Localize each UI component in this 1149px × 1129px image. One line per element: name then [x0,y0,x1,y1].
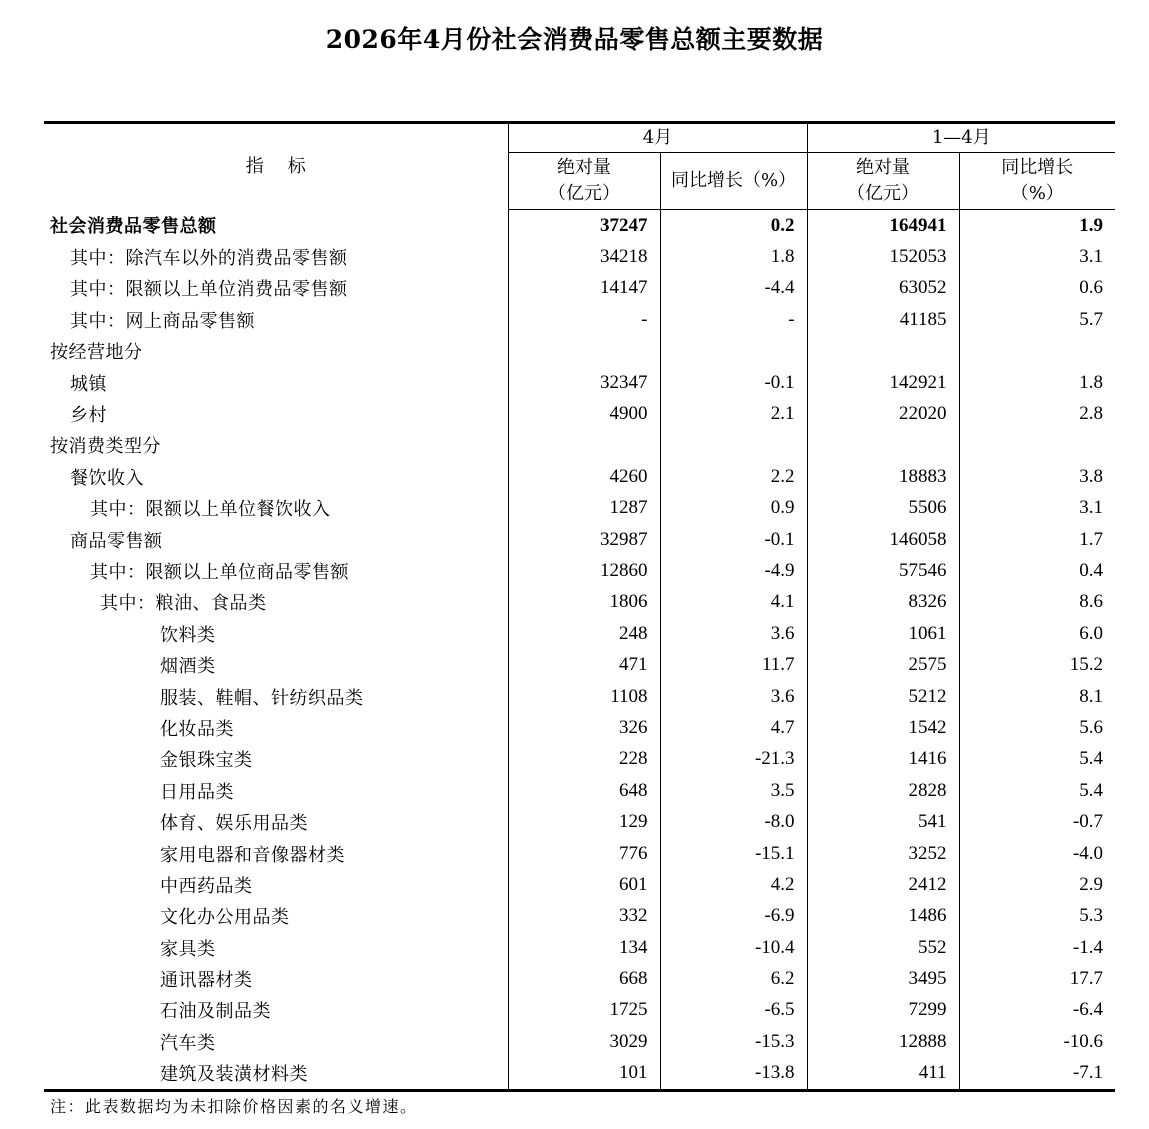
april-growth: -4.4 [660,273,807,304]
ytd-growth: 8.6 [959,587,1115,618]
table-row [44,367,1115,398]
row-label: 文化办公用品类 [160,907,290,929]
april-abs-value: 1806 [508,587,660,618]
table-row [44,1026,1115,1057]
april-abs-value: 32347 [508,367,660,398]
row-label: 服装、鞋帽、针纺织品类 [160,687,364,709]
table-row [44,806,1115,837]
row-label: 乡村 [70,405,107,427]
april-growth: 4.7 [660,712,807,743]
footnote: 注：此表数据均为未扣除价格因素的名义增速。 [50,1097,418,1116]
ytd-growth: 6.0 [959,618,1115,649]
ytd-growth: 3.1 [959,241,1115,272]
table-row [44,493,1115,524]
table-row [44,524,1115,555]
table-row [44,618,1115,649]
row-label: 体育、娱乐用品类 [160,813,308,835]
april-abs-value: 648 [508,775,660,806]
april-abs-value: - [508,304,660,335]
april-growth: -21.3 [660,744,807,775]
row-label: 其中：网上商品零售额 [70,310,255,332]
april-growth: 6.2 [660,963,807,994]
table-row [44,210,1115,242]
growth-header-ytd: 同比增长 （%） [959,153,1115,210]
april-abs-value: 14147 [508,273,660,304]
april-growth: -4.9 [660,555,807,586]
april-growth: 2.1 [660,398,807,429]
april-growth: 0.2 [660,210,807,242]
april-growth: -13.8 [660,1058,807,1091]
indicator-header: 指标 [44,123,508,210]
ytd-growth: 1.8 [959,367,1115,398]
ytd-abs-value: 12888 [807,1026,959,1057]
ytd-abs-value: 1061 [807,618,959,649]
april-growth: 0.9 [660,493,807,524]
table-row [44,587,1115,618]
table-row [44,273,1115,304]
table-row [44,1058,1115,1091]
april-growth: 3.6 [660,681,807,712]
april-abs-value: 129 [508,806,660,837]
row-label: 其中：限额以上单位商品零售额 [90,561,349,583]
ytd-growth: -1.4 [959,932,1115,963]
row-label: 其中：限额以上单位餐饮收入 [90,499,331,521]
row-label: 其中：除汽车以外的消费品零售额 [70,248,348,270]
table-row [44,744,1115,775]
abs-value-header-ytd: 绝对量 （亿元） [807,153,959,210]
april-abs-value: 248 [508,618,660,649]
ytd-abs-value: 411 [807,1058,959,1091]
ytd-abs-value: 63052 [807,273,959,304]
period-jan-apr-header: 1—4月 [807,123,1115,153]
abs-value-header-april: 绝对量 （亿元） [508,153,660,210]
ytd-growth [959,430,1115,461]
ytd-abs-value: 1486 [807,901,959,932]
ytd-growth: 3.8 [959,461,1115,492]
ytd-growth: 2.8 [959,398,1115,429]
april-abs-value: 1725 [508,995,660,1026]
ytd-growth: 5.6 [959,712,1115,743]
ytd-abs-value: 1542 [807,712,959,743]
ytd-abs-value [807,336,959,367]
row-label: 按经营地分 [50,342,143,364]
april-growth: -15.3 [660,1026,807,1057]
ytd-growth: -0.7 [959,806,1115,837]
ytd-abs-value: 18883 [807,461,959,492]
april-growth: -0.1 [660,367,807,398]
ytd-abs-value: 1416 [807,744,959,775]
ytd-abs-value: 2412 [807,869,959,900]
row-label: 社会消费品零售总额 [50,216,217,238]
ytd-abs-value: 146058 [807,524,959,555]
ytd-growth: 3.1 [959,493,1115,524]
ytd-abs-value: 57546 [807,555,959,586]
april-abs-value: 332 [508,901,660,932]
growth-header-april: 同比增长（%） [660,153,807,210]
ytd-growth: 5.4 [959,744,1115,775]
table-row [44,241,1115,272]
ytd-growth: -10.6 [959,1026,1115,1057]
april-growth: -15.1 [660,838,807,869]
ytd-growth: 15.2 [959,649,1115,680]
ytd-growth: -6.4 [959,995,1115,1026]
ytd-growth: 5.7 [959,304,1115,335]
row-label: 金银珠宝类 [160,750,253,772]
april-abs-value: 1287 [508,493,660,524]
april-growth: 1.8 [660,241,807,272]
table-row [44,336,1115,367]
april-abs-value: 134 [508,932,660,963]
april-growth [660,336,807,367]
april-abs-value: 101 [508,1058,660,1091]
ytd-growth: 8.1 [959,681,1115,712]
row-label: 饮料类 [160,624,216,646]
ytd-abs-value: 541 [807,806,959,837]
april-abs-value: 668 [508,963,660,994]
april-abs-value: 601 [508,869,660,900]
april-growth: 2.2 [660,461,807,492]
ytd-abs-value [807,430,959,461]
table-row [44,681,1115,712]
page-title: 2026年4月份社会消费品零售总额主要数据 [325,25,824,54]
ytd-abs-value: 152053 [807,241,959,272]
row-label: 商品零售额 [70,530,163,552]
april-growth: -6.5 [660,995,807,1026]
row-label: 家用电器和音像器材类 [160,844,345,866]
ytd-abs-value: 552 [807,932,959,963]
april-growth: -6.9 [660,901,807,932]
april-abs-value: 471 [508,649,660,680]
ytd-growth: 1.7 [959,524,1115,555]
table-row [44,649,1115,680]
row-label: 汽车类 [160,1032,216,1054]
april-growth: -8.0 [660,806,807,837]
row-label: 其中：粮油、食品类 [100,593,267,615]
ytd-growth: 0.6 [959,273,1115,304]
ytd-abs-value: 3252 [807,838,959,869]
table-row [44,555,1115,586]
april-abs-value: 32987 [508,524,660,555]
ytd-abs-value: 2828 [807,775,959,806]
table-row [44,869,1115,900]
ytd-growth: 17.7 [959,963,1115,994]
april-growth: 4.1 [660,587,807,618]
row-label: 通讯器材类 [160,970,253,992]
ytd-growth: 5.4 [959,775,1115,806]
ytd-abs-value: 5506 [807,493,959,524]
ytd-abs-value: 8326 [807,587,959,618]
april-growth: - [660,304,807,335]
ytd-abs-value: 142921 [807,367,959,398]
april-abs-value: 12860 [508,555,660,586]
april-growth: 3.5 [660,775,807,806]
row-label: 家具类 [160,938,216,960]
april-abs-value: 228 [508,744,660,775]
table-row [44,901,1115,932]
row-label: 化妆品类 [160,718,234,740]
row-label: 城镇 [70,373,107,395]
table-body [44,210,1115,1091]
ytd-growth: 0.4 [959,555,1115,586]
april-abs-value: 776 [508,838,660,869]
ytd-abs-value: 164941 [807,210,959,242]
table-row [44,398,1115,429]
april-growth: -10.4 [660,932,807,963]
ytd-abs-value: 5212 [807,681,959,712]
table-row [44,304,1115,335]
april-abs-value [508,430,660,461]
april-growth: 4.2 [660,869,807,900]
april-abs-value: 37247 [508,210,660,242]
ytd-growth: 2.9 [959,869,1115,900]
retail-sales-table [44,121,1115,1092]
table-row [44,461,1115,492]
april-abs-value [508,336,660,367]
table-row [44,712,1115,743]
ytd-abs-value: 2575 [807,649,959,680]
row-label: 餐饮收入 [70,467,144,489]
april-abs-value: 34218 [508,241,660,272]
april-growth [660,430,807,461]
ytd-abs-value: 3495 [807,963,959,994]
row-label: 日用品类 [160,781,234,803]
table-row [44,932,1115,963]
ytd-abs-value: 7299 [807,995,959,1026]
april-abs-value: 3029 [508,1026,660,1057]
table-row [44,775,1115,806]
period-april-header: 4月 [508,123,807,153]
ytd-growth [959,336,1115,367]
april-growth: -0.1 [660,524,807,555]
ytd-growth: -4.0 [959,838,1115,869]
april-growth: 3.6 [660,618,807,649]
april-abs-value: 4260 [508,461,660,492]
ytd-growth: 1.9 [959,210,1115,242]
ytd-abs-value: 41185 [807,304,959,335]
ytd-growth: -7.1 [959,1058,1115,1091]
table-row [44,430,1115,461]
ytd-abs-value: 22020 [807,398,959,429]
ytd-growth: 5.3 [959,901,1115,932]
april-abs-value: 326 [508,712,660,743]
table-row [44,995,1115,1026]
april-growth: 11.7 [660,649,807,680]
april-abs-value: 1108 [508,681,660,712]
april-abs-value: 4900 [508,398,660,429]
row-label: 建筑及装潢材料类 [44,1058,508,1091]
table-row [44,838,1115,869]
row-label: 其中：限额以上单位消费品零售额 [70,279,348,301]
row-label: 石油及制品类 [160,1001,271,1023]
row-label: 烟酒类 [160,656,216,678]
row-label: 中西药品类 [160,875,253,897]
row-label: 按消费类型分 [50,436,161,458]
table-row [44,963,1115,994]
